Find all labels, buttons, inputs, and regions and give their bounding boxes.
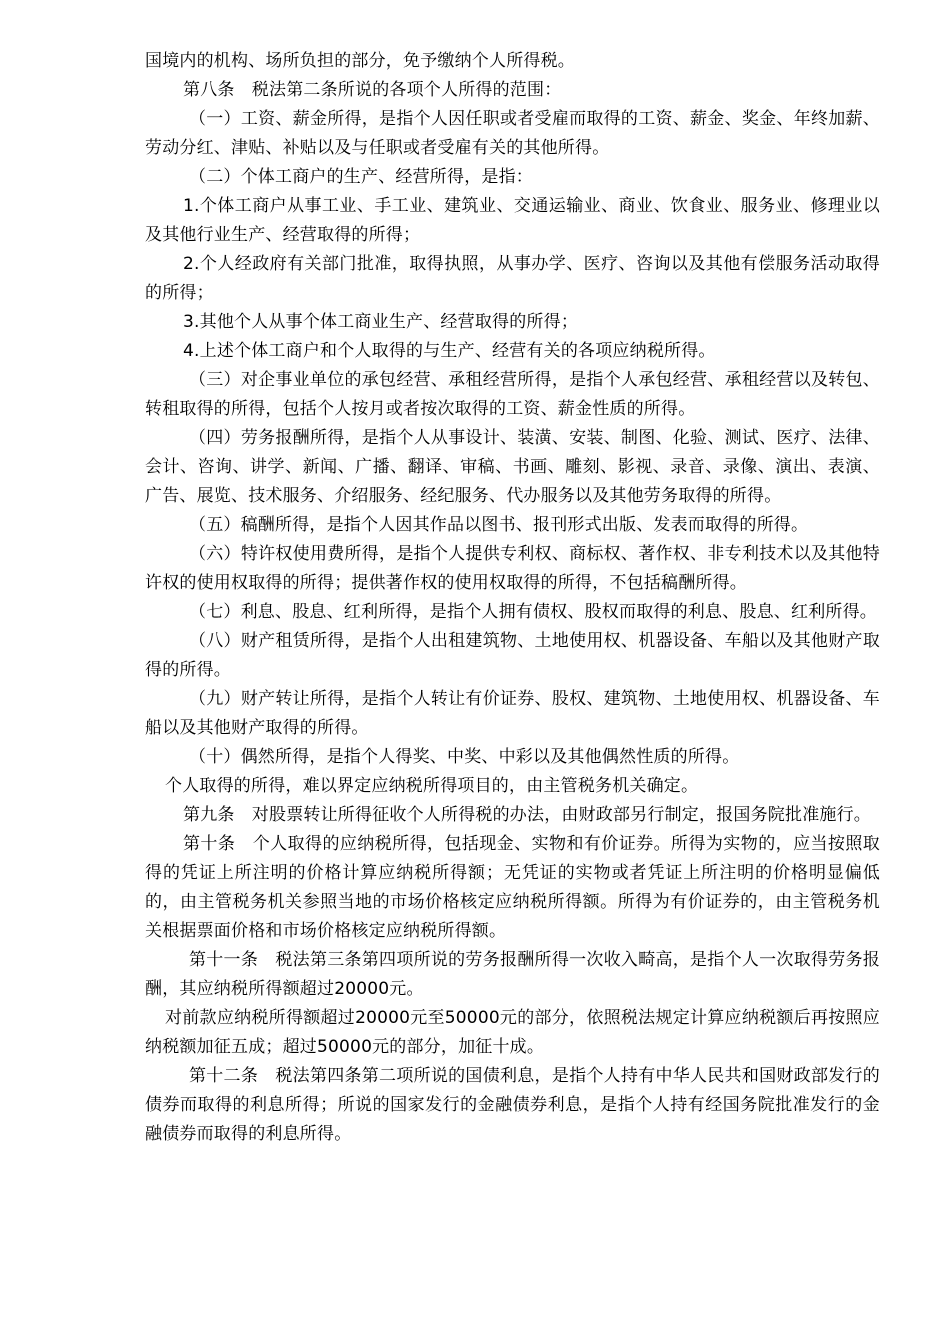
paragraph: 1.个体工商户从事工业、手工业、建筑业、交通运输业、商业、饮食业、服务业、修理业以及其他行业生产、经营取得的所得； — [145, 196, 880, 245]
paragraph: （二）个体工商户的生产、经营所得，是指： — [189, 167, 533, 187]
paragraph: 第十二条 税法第四条第二项所说的国债利息，是指个人持有中华人民共和国财政部发行的债券而取得的利息所得；所说的国家发行的金融债券利息，是指个人持有经国务院批准发行的金融债券而取得的利息所得。 — [145, 1066, 880, 1144]
paragraph: 4.上述个体工商户和个人取得的与生产、经营有关的各项应纳税所得。 — [183, 341, 716, 361]
paragraph: 第十一条 税法第三条第四项所说的劳务报酬所得一次收入畸高，是指个人一次取得劳务报酬，其应纳税所得额超过20000元。 — [145, 950, 880, 999]
paragraph: （十）偶然所得，是指个人得奖、中奖、中彩以及其他偶然性质的所得。 — [189, 747, 740, 767]
paragraph: 对前款应纳税所得额超过20000元至50000元的部分，依照税法规定计算应纳税额后再按照应纳税额加征五成；超过50000元的部分，加征十成。 — [145, 1008, 880, 1057]
paragraph: （三）对企事业单位的承包经营、承租经营所得，是指个人承包经营、承租经营以及转包、转租取得的所得，包括个人按月或者按次取得的工资、薪金性质的所得。 — [145, 370, 880, 419]
paragraph: 2.个人经政府有关部门批准，取得执照，从事办学、医疗、咨询以及其他有偿服务活动取得的所得； — [145, 254, 880, 303]
paragraph: （六）特许权使用费所得，是指个人提供专利权、商标权、著作权、非专利技术以及其他特许权的使用权取得的所得；提供著作权的使用权取得的所得，不包括稿酬所得。 — [145, 544, 880, 593]
paragraph: （九）财产转让所得，是指个人转让有价证券、股权、建筑物、土地使用权、机器设备、车船以及其他财产取得的所得。 — [145, 689, 880, 738]
paragraph: （五）稿酬所得，是指个人因其作品以图书、报刊形式出版、发表而取得的所得。 — [189, 515, 809, 535]
paragraph: 3.其他个人从事个体工商业生产、经营取得的所得； — [183, 312, 579, 332]
paragraph: （七）利息、股息、红利所得，是指个人拥有债权、股权而取得的利息、股息、红利所得。 — [189, 602, 877, 622]
paragraph: 国境内的机构、场所负担的部分，免予缴纳个人所得税。 — [145, 51, 575, 71]
paragraph: 第九条 对股票转让所得征收个人所得税的办法，由财政部另行制定，报国务院批准施行。 — [183, 805, 871, 825]
document-body — [145, 47, 880, 1149]
paragraph: （一）工资、薪金所得，是指个人因任职或者受雇而取得的工资、薪金、奖金、年终加薪、劳动分红、津贴、补贴以及与任职或者受雇有关的其他所得。 — [145, 109, 880, 158]
paragraph: 个人取得的所得，难以界定应纳税所得项目的，由主管税务机关确定。 — [165, 776, 699, 796]
paragraph: 第八条 税法第二条所说的各项个人所得的范围： — [183, 80, 562, 100]
paragraph: （八）财产租赁所得，是指个人出租建筑物、土地使用权、机器设备、车船以及其他财产取得的所得。 — [145, 631, 880, 680]
paragraph: （四）劳务报酬所得，是指个人从事设计、装潢、安装、制图、化验、测试、医疗、法律、会计、咨询、讲学、新闻、广播、翻译、审稿、书画、雕刻、影视、录音、录像、演出、表演、广告、展览、技术服务、介绍服务、经纪服务、代办服务以及其他劳务取得的所得。 — [145, 428, 880, 506]
paragraph: 第十条 个人取得的应纳税所得，包括现金、实物和有价证券。所得为实物的，应当按照取得的凭证上所注明的价格计算应纳税所得额；无凭证的实物或者凭证上所注明的价格明显偏低的，由主管税务机关参照当地的市场价格核定应纳税所得额。所得为有价证券的，由主管税务机关根据票面价格和市场价格核定应纳税所得额。 — [145, 834, 880, 941]
